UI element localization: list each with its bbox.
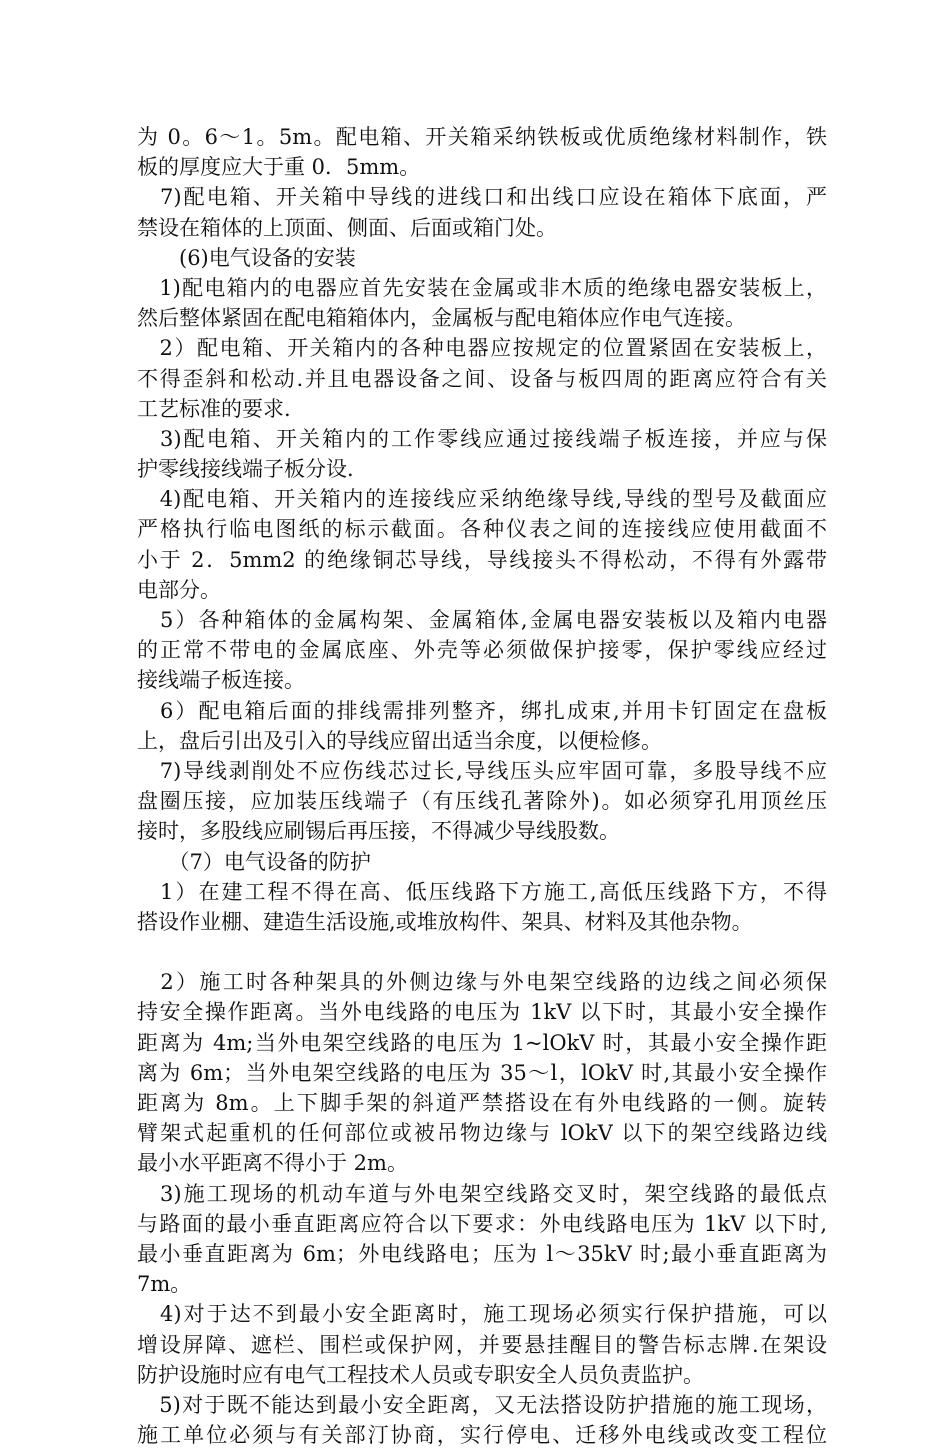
text-line: 禁设在箱体的上顶面、侧面、后面或箱门处。: [137, 215, 557, 240]
text-line: 1）在建工程不得在高、低压线路下方施工,高低压线路下方，不得: [137, 879, 827, 904]
text-line: 接线端子板连接。: [137, 668, 305, 693]
text-line: 小于 2．5mm2 的绝缘铜芯导线，导线接头不得松动，不得有外露带: [137, 547, 827, 572]
text-line: 距离为 4m;当外电架空线路的电压为 1~lOkV 时，其最小安全操作距: [137, 1030, 827, 1055]
text-line: 最小垂直距离为 6m；外电线路电；压为 l～35kV 时;最小垂直距离为: [137, 1241, 827, 1266]
text-line: 5)对于既不能达到最小安全距离，又无法搭设防护措施的施工现场，: [137, 1392, 827, 1417]
text-line: 施工单位必须与有关部汀协商，实行停电、迁移外电线或改变工程位: [137, 1423, 827, 1448]
text-line: 为 0。6～1。5m。配电箱、开关箱采纳铁板或优质绝缘材料制作，铁: [137, 125, 827, 149]
text-line: 上，盘后引出及引入的导线应留出适当余度，以便检修。: [137, 728, 662, 753]
text-line: 不得歪斜和松动.并且电器设备之间、设备与板四周的距离应符合有关: [137, 366, 827, 391]
text-line: 接时，多股线应刷锡后再压接，不得减少导线股数。: [137, 819, 620, 844]
text-line: 护零线接线端子板分设.: [137, 457, 354, 482]
text-line: 2）施工时各种架具的外侧边缘与外电架空线路的边线之间必须保: [137, 970, 827, 995]
text-line: 距离为 8m。上下脚手架的斜道严禁搭设在有外电线路的一侧。旋转: [137, 1091, 827, 1115]
text-line: 5）各种箱体的金属构架、金属箱体,金属电器安装板以及箱内电器: [137, 608, 827, 632]
blank-line: [137, 937, 827, 967]
text-line: 3)配电箱、开关箱内的工作零线应通过接线端子板连接，并应与保: [137, 426, 827, 451]
text-line: 电部分。: [137, 577, 221, 602]
text-line: 3)施工现场的机动车道与外电架空线路交叉时，架空线路的最低点: [137, 1181, 827, 1206]
text-line: （7）电气设备的防护: [137, 849, 371, 874]
text-line: 盘圈压接，应加装压线端子（有压线孔著除外)。如必须穿孔用顶丝压: [137, 789, 827, 814]
text-line: 板的厚度应大于重 0．5mm。: [137, 155, 421, 180]
text-line: 4)配电箱、开关箱内的连接线应采纳绝缘导线,导线的型号及截面应: [137, 487, 827, 512]
text-line: 工艺标准的要求.: [137, 396, 291, 421]
text-line: 臂架式起重机的任何部位或被吊物边缘与 lOkV 以下的架空线路边线: [137, 1121, 827, 1146]
text-line: 防护设施时应有电气工程技术人员或专职安全人员负责监护。: [137, 1362, 704, 1387]
text-line: 严格执行临电图纸的标示截面。各种仪表之间的连接线应使用截面不: [137, 517, 827, 542]
text-line: 最小水平距离不得小于 2m。: [137, 1151, 408, 1176]
document-body: [137, 122, 827, 1450]
text-line: 7m。: [137, 1272, 192, 1297]
text-line: 2）配电箱、开关箱内的各种电器应按规定的位置紧固在安装板上，: [137, 336, 827, 361]
text-line: 然后整体紧固在配电箱箱体内，金属板与配电箱体应作电气连接。: [137, 306, 746, 331]
text-line: 持安全操作距离。当外电线路的电压为 1kV 以下时，其最小安全操作: [137, 1000, 827, 1025]
text-line: 与路面的最小垂直距离应符合以下要求：外电线路电压为 1kV 以下时,: [137, 1211, 827, 1236]
text-line: 7)配电箱、开关箱中导线的进线口和出线口应设在箱体下底面，严: [137, 185, 827, 210]
text-line: (6)电气设备的安装: [137, 245, 356, 270]
text-line: 增设屏障、遮栏、围栏或保护网，并要悬挂醒目的警告标志牌.在架设: [137, 1332, 827, 1357]
text-line: 4)对于达不到最小安全距离时，施工现场必须实行保护措施，可以: [137, 1302, 827, 1327]
text-line: 离为 6m；当外电架空线路的电压为 35～l，lOkV 时,其最小安全操作: [137, 1060, 827, 1085]
text-line: 1)配电箱内的电器应首先安装在金属或非木质的绝缘电器安装板上，: [137, 275, 827, 300]
text-line: 7)导线剥削处不应伤线芯过长,导线压头应牢固可靠，多股导线不应: [137, 758, 827, 783]
text-line: 6）配电箱后面的排线需排列整齐，绑扎成束,并用卡钉固定在盘板: [137, 698, 827, 723]
text-line: 搭设作业棚、建造生活设施,或堆放构件、架具、材料及其他杂物。: [137, 909, 753, 934]
text-line: 的正常不带电的金属底座、外壳等必须做保护接零，保护零线应经过: [137, 638, 827, 663]
